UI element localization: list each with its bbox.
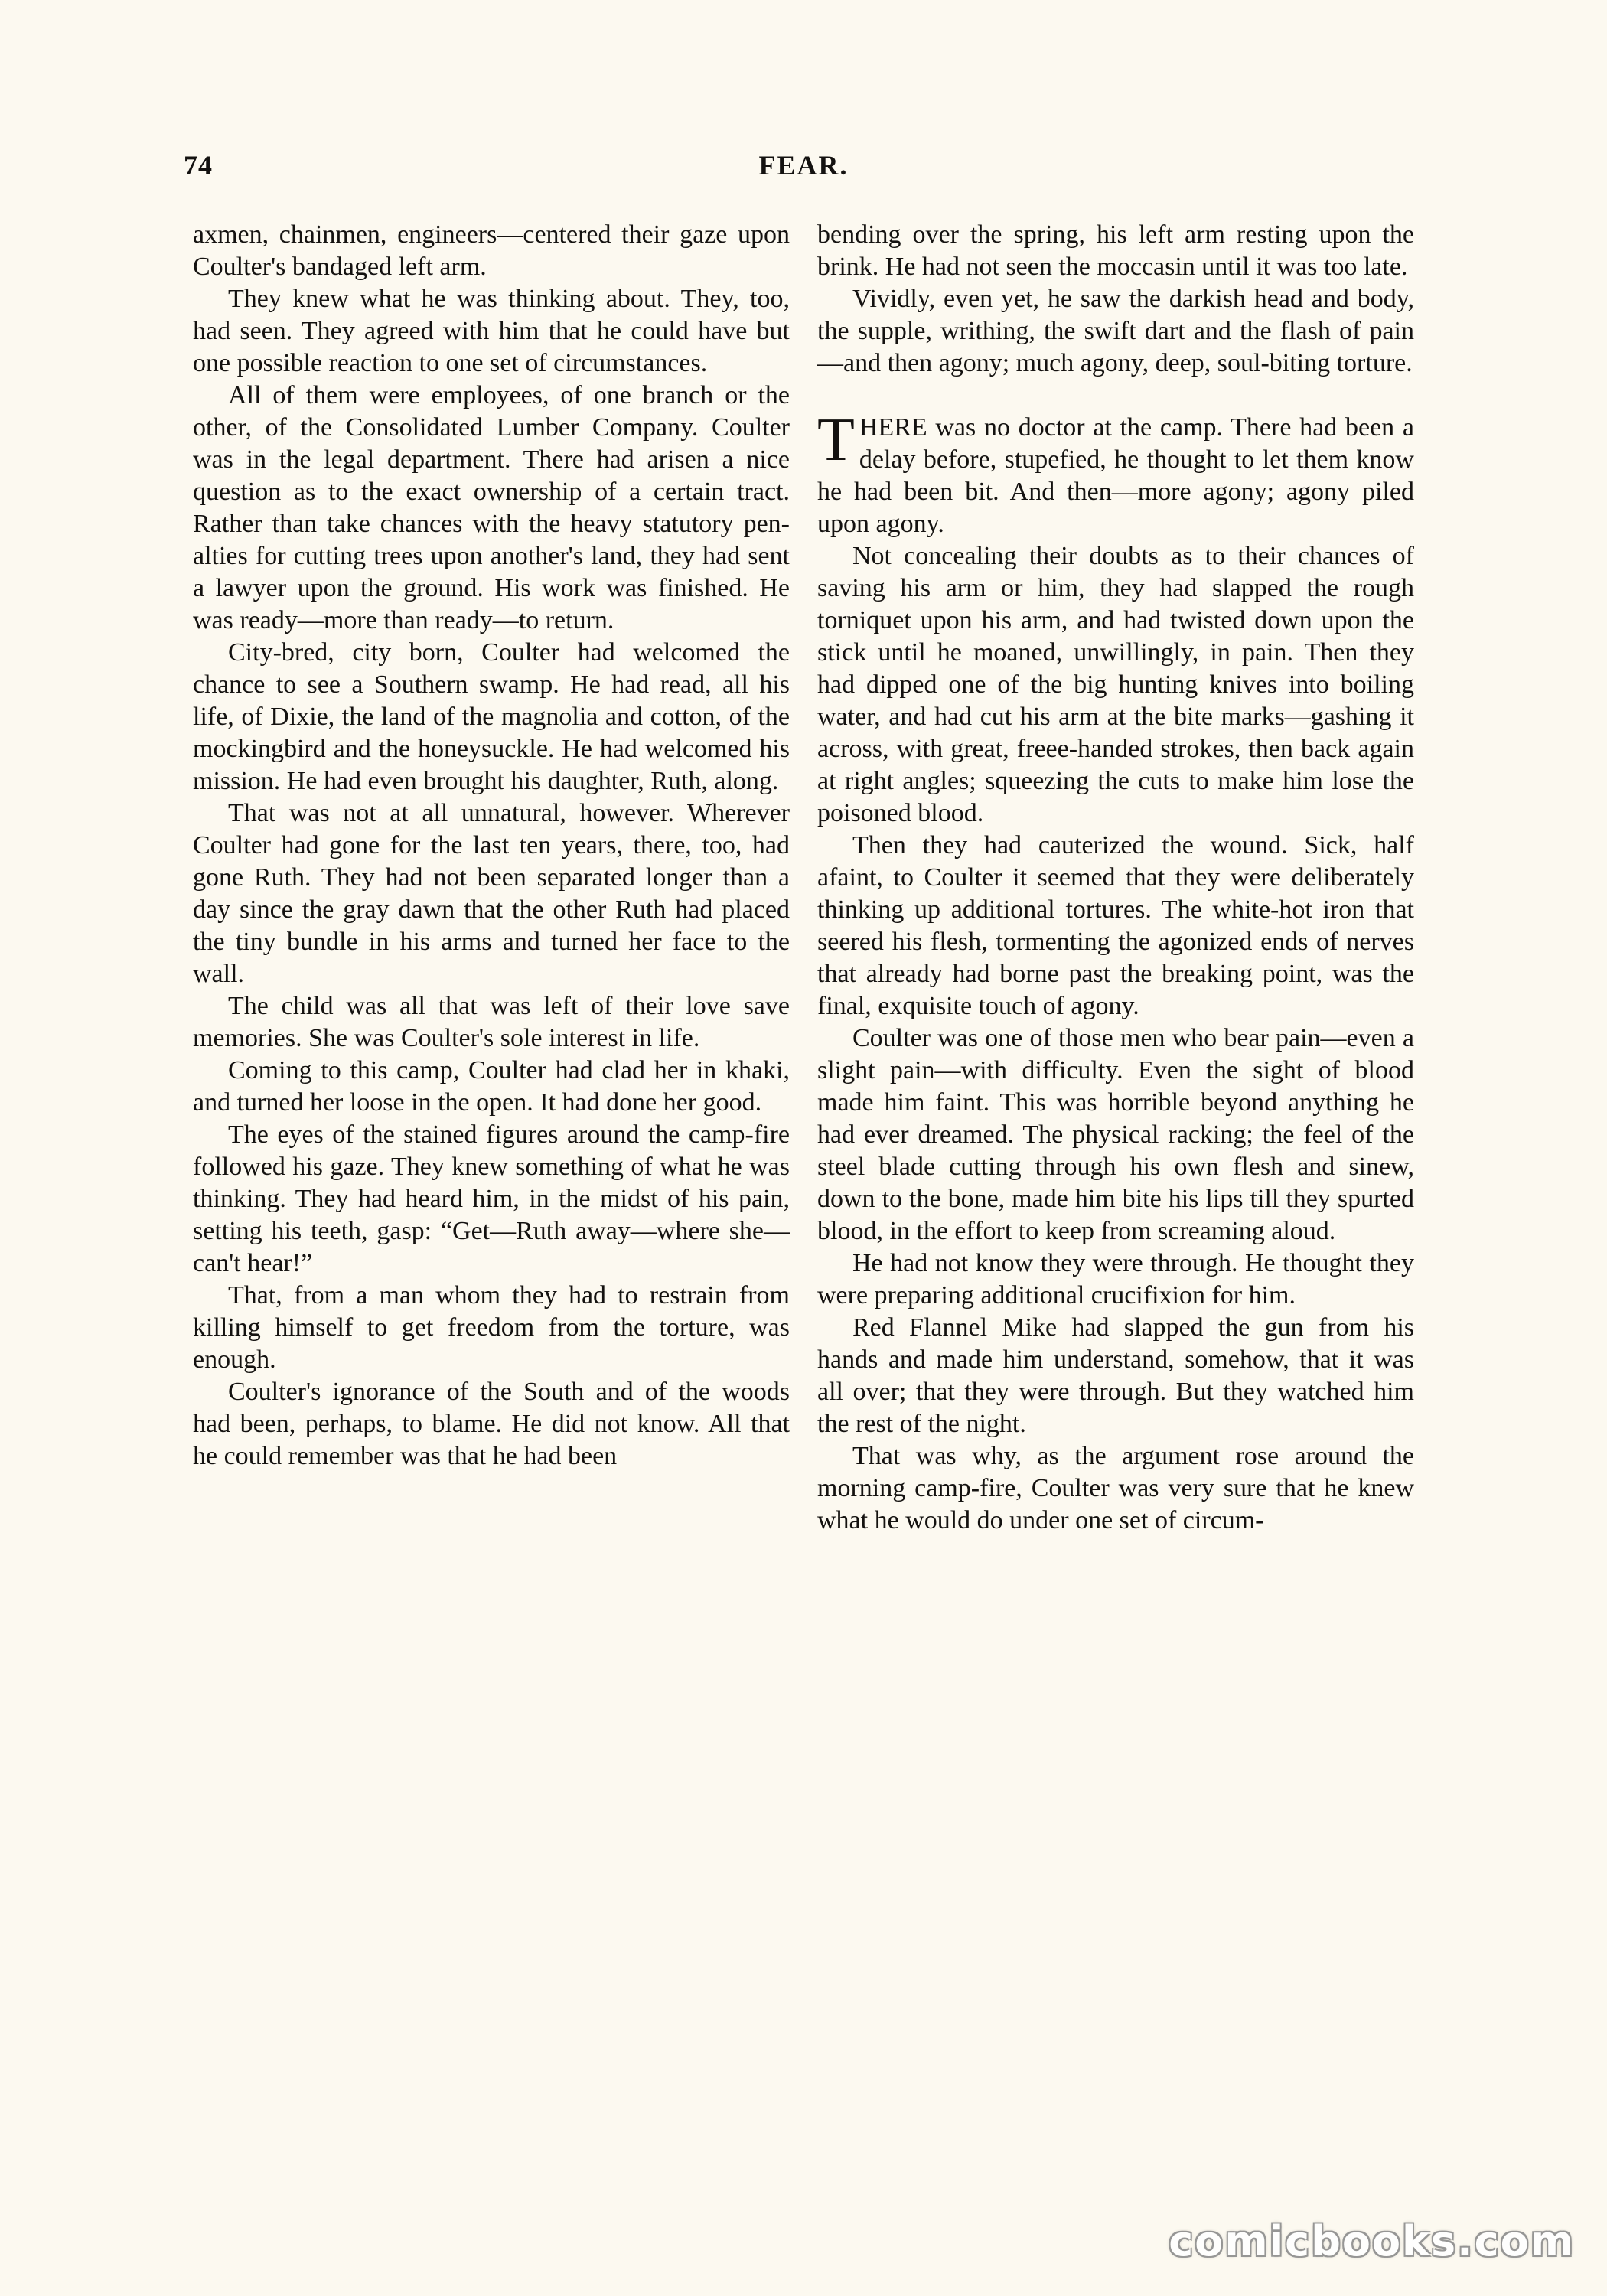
paragraph: Coulter was one of those men who bear pain—even a slight pain—with difficulty. Even the sight of blood made him faint. This was horrible beyond anything he had ever dreamed. The physical racking; the feel of the steel blade cutting through his own flesh and sinew, down to the bone, made him bite his lips till they spurted blood, in the effort to keep from screaming aloud.	[817, 1024, 1414, 1245]
paragraph: That, from a man whom they had to restrain from killing himself to get freedom from the torture, was enough.	[193, 1281, 790, 1374]
paragraph: That was why, as the argument rose around the morning camp-fire, Coulter was very sure that he knew what he would do under one set of circum-	[817, 1442, 1414, 1534]
paragraph: The eyes of the stained figures around the camp-fire followed his gaze. They knew something of what he was thinking. They had heard him, in the midst of his pain, setting his teeth, gasp: “Get—Ruth away—where she—can't hear!”	[193, 1120, 790, 1277]
paragraph: That was not at all unnatural, however. Wherever Coulter had gone for the last ten years, there, too, had gone Ruth. They had not been separated longer than a day since the gray dawn that the other Ruth had placed the tiny bundle in his arms and turned her face to the wall.	[193, 799, 790, 988]
paragraph: Not concealing their doubts as to their chances of saving his arm or him, they had slapped the rough torniquet upon his arm, and had twisted down upon the stick until he moaned, unwillingly, in pain. Then they had dipped one of the big hunting knives into boiling water, and had cut his arm at the bite marks—gashing it across, with great, freee-handed strokes, then back again at right angles; squeezing the cuts to make him lose the poisoned blood.	[817, 542, 1414, 827]
paragraph: The child was all that was left of their love save memories. She was Coulter's sole interest in life.	[193, 992, 790, 1052]
paragraph: Coulter's ignorance of the South and of the woods had been, perhaps, to blame. He did not know. All that he could remember was that he had been	[193, 1378, 790, 1470]
paragraph: Then they had cauterized the wound. Sick, half afaint, to Coulter it seemed that they were deliberately thinking up additional tortures. The white-hot iron that seered his flesh, tormenting the agonized ends of nerves that already had borne past the breaking point, was the final, exquisite touch of agony.	[817, 831, 1414, 1020]
paragraph: All of them were employees, of one branch or the other, of the Consolidated Lumber Company. Coulter was in the legal department. There had arisen a nice question as to the exact ownership of a certain tract. Rather than take chances with the heavy statutory penalties for cutting trees upon another's land, they had sent a lawyer upon the ground. His work was finished. He was ready—more than ready—to return.	[193, 381, 790, 634]
paragraph: Red Flannel Mike had slapped the gun from his hands and made him understand, somehow, that it was all over; that they were through. But they watched him the rest of the night.	[817, 1313, 1414, 1438]
left-text-column	[193, 219, 790, 1473]
paragraph: He had not know they were through. He thought they were preparing additional crucifixion for him.	[817, 1249, 1414, 1309]
section-opening-paragraph	[817, 406, 1414, 540]
paragraph: City-bred, city born, Coulter had welcomed the chance to see a Southern swamp. He had read, all his life, of Dixie, the land of the magnolia and cotton, of the mockingbird and the honeysuckle. He had welcomed his mission. He had even brought his daughter, Ruth, along.	[193, 638, 790, 795]
section-opening-text: HERE was no doctor at the camp. There had been a delay before, stupefied, he thought to let them know he had been bit. And then—more agony; agony piled upon agony.	[817, 413, 1414, 538]
page-header	[184, 149, 1423, 188]
paragraph: axmen, chainmen, engineers—centered their gaze upon Coulter's bandaged left arm.	[193, 220, 790, 281]
paragraph: They knew what he was thinking about. They, too, had seen. They agreed with him that he could have but one possible reaction to one set of circumstances.	[193, 285, 790, 377]
paragraph: Vividly, even yet, he saw the darkish head and body, the supple, writhing, the swift dart and the flash of pain—and then agony; much agony, deep, soul-biting torture.	[817, 285, 1414, 377]
page-number: 74	[184, 150, 213, 181]
right-text-column	[817, 219, 1414, 1537]
running-title: FEAR.	[758, 150, 849, 181]
paragraph: Coming to this camp, Coulter had clad her in khaki, and turned her loose in the open. It had done her good.	[193, 1056, 790, 1117]
paragraph: bending over the spring, his left arm resting upon the brink. He had not seen the moccasin until it was too late.	[817, 220, 1414, 281]
site-watermark: comicbooks.com	[1169, 2217, 1575, 2265]
drop-cap: T	[817, 406, 855, 474]
